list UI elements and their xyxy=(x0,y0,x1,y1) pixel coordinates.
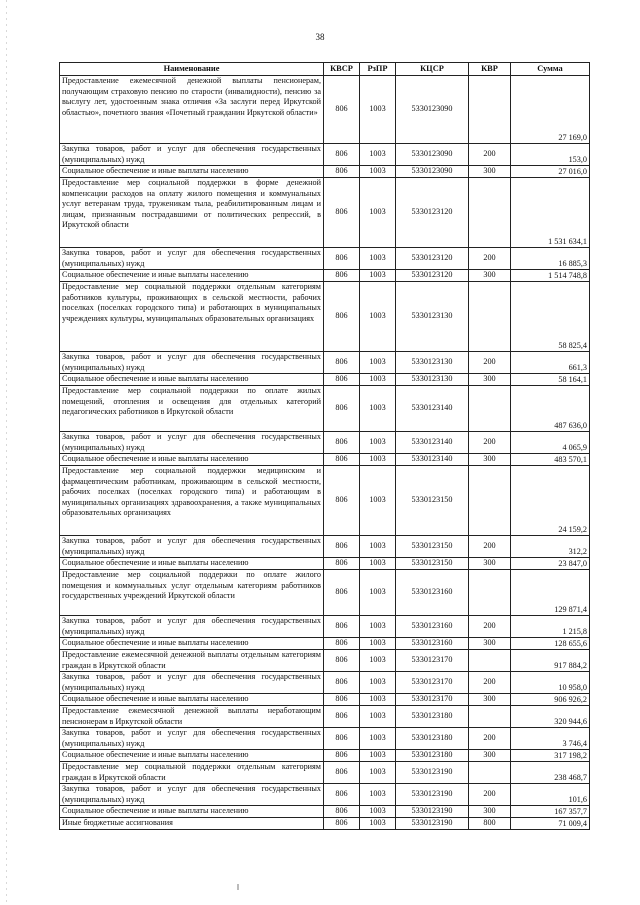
row-kcsr: 5330123140 xyxy=(396,454,469,466)
row-sum: 24 159,2 xyxy=(511,466,590,536)
row-kvsr: 806 xyxy=(324,454,360,466)
row-kvr: 200 xyxy=(469,536,511,558)
table-row xyxy=(60,282,590,352)
row-rzpr: 1003 xyxy=(360,706,396,728)
row-kvr xyxy=(469,570,511,616)
row-kvr: 200 xyxy=(469,728,511,750)
row-rzpr: 1003 xyxy=(360,784,396,806)
table-row xyxy=(60,374,590,386)
row-kcsr: 5330123160 xyxy=(396,570,469,616)
row-kcsr: 5330123180 xyxy=(396,706,469,728)
row-name: Предоставление мер социальной поддержки по оплате жилых помещений, отопления и освещения для отдельных категорий педагогических работников в Иркутской области xyxy=(60,386,324,432)
table-row xyxy=(60,178,590,248)
table-row xyxy=(60,166,590,178)
row-name: Социальное обеспечение и иные выплаты населению xyxy=(60,454,324,466)
row-kcsr: 5330123090 xyxy=(396,166,469,178)
row-kcsr: 5330123130 xyxy=(396,374,469,386)
row-name: Закупка товаров, работ и услуг для обеспечения государственных (муниципальных) нужд xyxy=(60,432,324,454)
row-kvsr: 806 xyxy=(324,806,360,818)
row-rzpr: 1003 xyxy=(360,282,396,352)
row-rzpr: 1003 xyxy=(360,166,396,178)
row-name: Закупка товаров, работ и услуг для обеспечения государственных (муниципальных) нужд xyxy=(60,784,324,806)
table-row xyxy=(60,616,590,638)
row-sum: 153,0 xyxy=(511,144,590,166)
row-name: Закупка товаров, работ и услуг для обеспечения государственных (муниципальных) нужд xyxy=(60,616,324,638)
table-row xyxy=(60,694,590,706)
row-kcsr: 5330123160 xyxy=(396,616,469,638)
row-sum: 483 570,1 xyxy=(511,454,590,466)
row-kcsr: 5330123130 xyxy=(396,352,469,374)
row-kcsr: 5330123150 xyxy=(396,558,469,570)
row-kvr xyxy=(469,650,511,672)
table-row xyxy=(60,638,590,650)
table-row xyxy=(60,706,590,728)
table-row xyxy=(60,750,590,762)
row-name: Социальное обеспечение и иные выплаты населению xyxy=(60,638,324,650)
table-row xyxy=(60,352,590,374)
row-kvr: 200 xyxy=(469,784,511,806)
row-kvr: 300 xyxy=(469,806,511,818)
row-name: Социальное обеспечение и иные выплаты населению xyxy=(60,694,324,706)
table-row xyxy=(60,386,590,432)
row-sum: 4 065,9 xyxy=(511,432,590,454)
row-kcsr: 5330123130 xyxy=(396,282,469,352)
row-rzpr: 1003 xyxy=(360,374,396,386)
row-kvsr: 806 xyxy=(324,694,360,706)
row-rzpr: 1003 xyxy=(360,806,396,818)
row-kvr: 300 xyxy=(469,166,511,178)
table-row xyxy=(60,806,590,818)
table-row xyxy=(60,432,590,454)
row-kvr xyxy=(469,386,511,432)
scan-mark xyxy=(237,884,239,890)
row-name: Предоставление мер социальной поддержки отдельным категориям работников культуры, проживающих в сельской местности, рабочих поселках (поселках городского типа) и работающих в муниципальных учреждениях культуры, муниципальных образовательных организациях xyxy=(60,282,324,352)
row-sum: 129 871,4 xyxy=(511,570,590,616)
row-kvsr: 806 xyxy=(324,784,360,806)
row-kvr xyxy=(469,706,511,728)
row-kvsr: 806 xyxy=(324,76,360,144)
row-kvsr: 806 xyxy=(324,536,360,558)
row-rzpr: 1003 xyxy=(360,728,396,750)
row-name: Социальное обеспечение и иные выплаты населению xyxy=(60,166,324,178)
row-kvsr: 806 xyxy=(324,270,360,282)
row-rzpr: 1003 xyxy=(360,638,396,650)
row-name: Закупка товаров, работ и услуг для обеспечения государственных (муниципальных) нужд xyxy=(60,672,324,694)
row-kcsr: 5330123170 xyxy=(396,650,469,672)
table-row xyxy=(60,784,590,806)
budget-table xyxy=(59,62,590,830)
row-kvsr: 806 xyxy=(324,570,360,616)
row-sum: 128 655,6 xyxy=(511,638,590,650)
row-kcsr: 5330123170 xyxy=(396,694,469,706)
table-row xyxy=(60,650,590,672)
row-sum: 917 884,2 xyxy=(511,650,590,672)
header-rzpr: РзПР xyxy=(360,63,396,76)
row-sum: 312,2 xyxy=(511,536,590,558)
row-sum: 101,6 xyxy=(511,784,590,806)
row-kvsr: 806 xyxy=(324,558,360,570)
row-name: Закупка товаров, работ и услуг для обеспечения государственных (муниципальных) нужд xyxy=(60,728,324,750)
row-rzpr: 1003 xyxy=(360,818,396,830)
row-rzpr: 1003 xyxy=(360,650,396,672)
table-row xyxy=(60,536,590,558)
row-kvr: 200 xyxy=(469,352,511,374)
row-kcsr: 5330123180 xyxy=(396,728,469,750)
row-name: Социальное обеспечение и иные выплаты населению xyxy=(60,558,324,570)
row-kcsr: 5330123150 xyxy=(396,466,469,536)
row-rzpr: 1003 xyxy=(360,672,396,694)
row-name: Социальное обеспечение и иные выплаты населению xyxy=(60,750,324,762)
page-number: 38 xyxy=(315,32,325,42)
row-kcsr: 5330123150 xyxy=(396,536,469,558)
table-row xyxy=(60,248,590,270)
row-kvr: 300 xyxy=(469,694,511,706)
row-sum: 58 164,1 xyxy=(511,374,590,386)
row-rzpr: 1003 xyxy=(360,270,396,282)
row-kvsr: 806 xyxy=(324,432,360,454)
row-name: Предоставление мер социальной поддержки по оплате жилого помещения и коммунальных услуг отдельным категориям работников государственных учреждений Иркутской области xyxy=(60,570,324,616)
row-sum: 317 198,2 xyxy=(511,750,590,762)
row-kvr: 300 xyxy=(469,638,511,650)
row-name: Предоставление мер социальной поддержки медицинским и фармацевтическим работникам, проживающим в сельской местности, рабочих поселках (поселках городского типа) и работающим в муниципальных организациях здравоохранения, а также муниципальных образовательных организациях xyxy=(60,466,324,536)
row-kvr xyxy=(469,76,511,144)
table-row xyxy=(60,818,590,830)
row-kcsr: 5330123160 xyxy=(396,638,469,650)
row-rzpr: 1003 xyxy=(360,466,396,536)
row-rzpr: 1003 xyxy=(360,76,396,144)
table-header-row xyxy=(60,63,590,76)
row-name: Иные бюджетные ассигнования xyxy=(60,818,324,830)
row-kvr: 300 xyxy=(469,374,511,386)
header-sum: Сумма xyxy=(511,63,590,76)
row-kvsr: 806 xyxy=(324,178,360,248)
row-kvr: 300 xyxy=(469,750,511,762)
row-kcsr: 5330123120 xyxy=(396,248,469,270)
row-kcsr: 5330123120 xyxy=(396,270,469,282)
row-sum: 1 514 748,8 xyxy=(511,270,590,282)
row-sum: 1 215,8 xyxy=(511,616,590,638)
row-name: Закупка товаров, работ и услуг для обеспечения государственных (муниципальных) нужд xyxy=(60,248,324,270)
row-kvsr: 806 xyxy=(324,728,360,750)
row-kvsr: 806 xyxy=(324,374,360,386)
row-name: Предоставление мер социальной поддержки отдельным категориям граждан в Иркутской области xyxy=(60,762,324,784)
row-name: Социальное обеспечение и иные выплаты населению xyxy=(60,806,324,818)
row-kvsr: 806 xyxy=(324,638,360,650)
row-rzpr: 1003 xyxy=(360,454,396,466)
row-rzpr: 1003 xyxy=(360,386,396,432)
table-row xyxy=(60,728,590,750)
row-kvr: 200 xyxy=(469,672,511,694)
row-kvr: 200 xyxy=(469,432,511,454)
row-kvsr: 806 xyxy=(324,166,360,178)
row-name: Социальное обеспечение и иные выплаты населению xyxy=(60,374,324,386)
row-sum: 238 468,7 xyxy=(511,762,590,784)
table-row xyxy=(60,76,590,144)
row-kcsr: 5330123090 xyxy=(396,76,469,144)
row-sum: 1 531 634,1 xyxy=(511,178,590,248)
row-kvr: 800 xyxy=(469,818,511,830)
header-kvr: КВР xyxy=(469,63,511,76)
row-rzpr: 1003 xyxy=(360,694,396,706)
row-name: Социальное обеспечение и иные выплаты населению xyxy=(60,270,324,282)
row-rzpr: 1003 xyxy=(360,762,396,784)
row-sum: 320 944,6 xyxy=(511,706,590,728)
row-kvr xyxy=(469,466,511,536)
row-kcsr: 5330123180 xyxy=(396,750,469,762)
table-row xyxy=(60,570,590,616)
row-name: Предоставление ежемесячной денежной выплаты пенсионерам, получающим страховую пенсию по старости (инвалидности), пенсию за выслугу лет, удостоенным знака отличия «За заслуги перед Иркутской областью», почетного звания «Почетный гражданин Иркутской области» xyxy=(60,76,324,144)
row-kvsr: 806 xyxy=(324,650,360,672)
row-name: Предоставление мер социальной поддержки в форме денежной компенсации расходов на оплату жилого помещения и коммунальных услуг ветеранам труда, труженикам тыла, реабилитированным лицам и лицам, признанным пострадавшими от политических репрессий, в Иркутской области xyxy=(60,178,324,248)
row-rzpr: 1003 xyxy=(360,536,396,558)
row-rzpr: 1003 xyxy=(360,248,396,270)
row-kvsr: 806 xyxy=(324,352,360,374)
row-name: Закупка товаров, работ и услуг для обеспечения государственных (муниципальных) нужд xyxy=(60,144,324,166)
row-kvsr: 806 xyxy=(324,386,360,432)
row-name: Предоставление ежемесячной денежной выплаты отдельным категориям граждан в Иркутской области xyxy=(60,650,324,672)
row-kcsr: 5330123190 xyxy=(396,762,469,784)
row-name: Закупка товаров, работ и услуг для обеспечения государственных (муниципальных) нужд xyxy=(60,536,324,558)
table-row xyxy=(60,762,590,784)
row-kvsr: 806 xyxy=(324,616,360,638)
row-kvr xyxy=(469,178,511,248)
row-kvr: 200 xyxy=(469,248,511,270)
table-row xyxy=(60,454,590,466)
row-kcsr: 5330123140 xyxy=(396,386,469,432)
row-sum: 71 009,4 xyxy=(511,818,590,830)
row-kvsr: 806 xyxy=(324,144,360,166)
row-rzpr: 1003 xyxy=(360,750,396,762)
row-rzpr: 1003 xyxy=(360,570,396,616)
row-kcsr: 5330123140 xyxy=(396,432,469,454)
table-row xyxy=(60,466,590,536)
row-sum: 487 636,0 xyxy=(511,386,590,432)
scan-margin-dots xyxy=(6,0,7,905)
header-kvsr: КВСР xyxy=(324,63,360,76)
row-kvsr: 806 xyxy=(324,750,360,762)
table-row xyxy=(60,558,590,570)
row-rzpr: 1003 xyxy=(360,178,396,248)
row-kcsr: 5330123190 xyxy=(396,818,469,830)
row-kvr: 200 xyxy=(469,616,511,638)
row-sum: 16 885,3 xyxy=(511,248,590,270)
row-kvsr: 806 xyxy=(324,672,360,694)
row-sum: 27 169,0 xyxy=(511,76,590,144)
row-rzpr: 1003 xyxy=(360,432,396,454)
row-rzpr: 1003 xyxy=(360,352,396,374)
row-sum: 23 847,0 xyxy=(511,558,590,570)
row-kvr xyxy=(469,762,511,784)
row-rzpr: 1003 xyxy=(360,616,396,638)
row-kvr: 300 xyxy=(469,558,511,570)
row-kvsr: 806 xyxy=(324,762,360,784)
row-kcsr: 5330123190 xyxy=(396,806,469,818)
row-sum: 10 958,0 xyxy=(511,672,590,694)
row-kcsr: 5330123190 xyxy=(396,784,469,806)
row-kvr xyxy=(469,282,511,352)
table-row xyxy=(60,270,590,282)
row-kcsr: 5330123120 xyxy=(396,178,469,248)
row-kvsr: 806 xyxy=(324,282,360,352)
row-sum: 27 016,0 xyxy=(511,166,590,178)
row-sum: 906 926,2 xyxy=(511,694,590,706)
header-name: Наименование xyxy=(60,63,324,76)
row-kvr: 300 xyxy=(469,270,511,282)
row-name: Закупка товаров, работ и услуг для обеспечения государственных (муниципальных) нужд xyxy=(60,352,324,374)
row-kcsr: 5330123090 xyxy=(396,144,469,166)
row-sum: 3 746,4 xyxy=(511,728,590,750)
row-kvsr: 806 xyxy=(324,466,360,536)
row-kvr: 300 xyxy=(469,454,511,466)
row-kvr: 200 xyxy=(469,144,511,166)
row-kvsr: 806 xyxy=(324,248,360,270)
row-kvsr: 806 xyxy=(324,818,360,830)
table-row xyxy=(60,672,590,694)
table-row xyxy=(60,144,590,166)
row-rzpr: 1003 xyxy=(360,558,396,570)
header-kcsr: КЦСР xyxy=(396,63,469,76)
row-sum: 661,3 xyxy=(511,352,590,374)
row-sum: 167 357,7 xyxy=(511,806,590,818)
row-kvsr: 806 xyxy=(324,706,360,728)
row-sum: 58 825,4 xyxy=(511,282,590,352)
row-rzpr: 1003 xyxy=(360,144,396,166)
row-name: Предоставление ежемесячной денежной выплаты неработающим пенсионерам в Иркутской области xyxy=(60,706,324,728)
row-kcsr: 5330123170 xyxy=(396,672,469,694)
